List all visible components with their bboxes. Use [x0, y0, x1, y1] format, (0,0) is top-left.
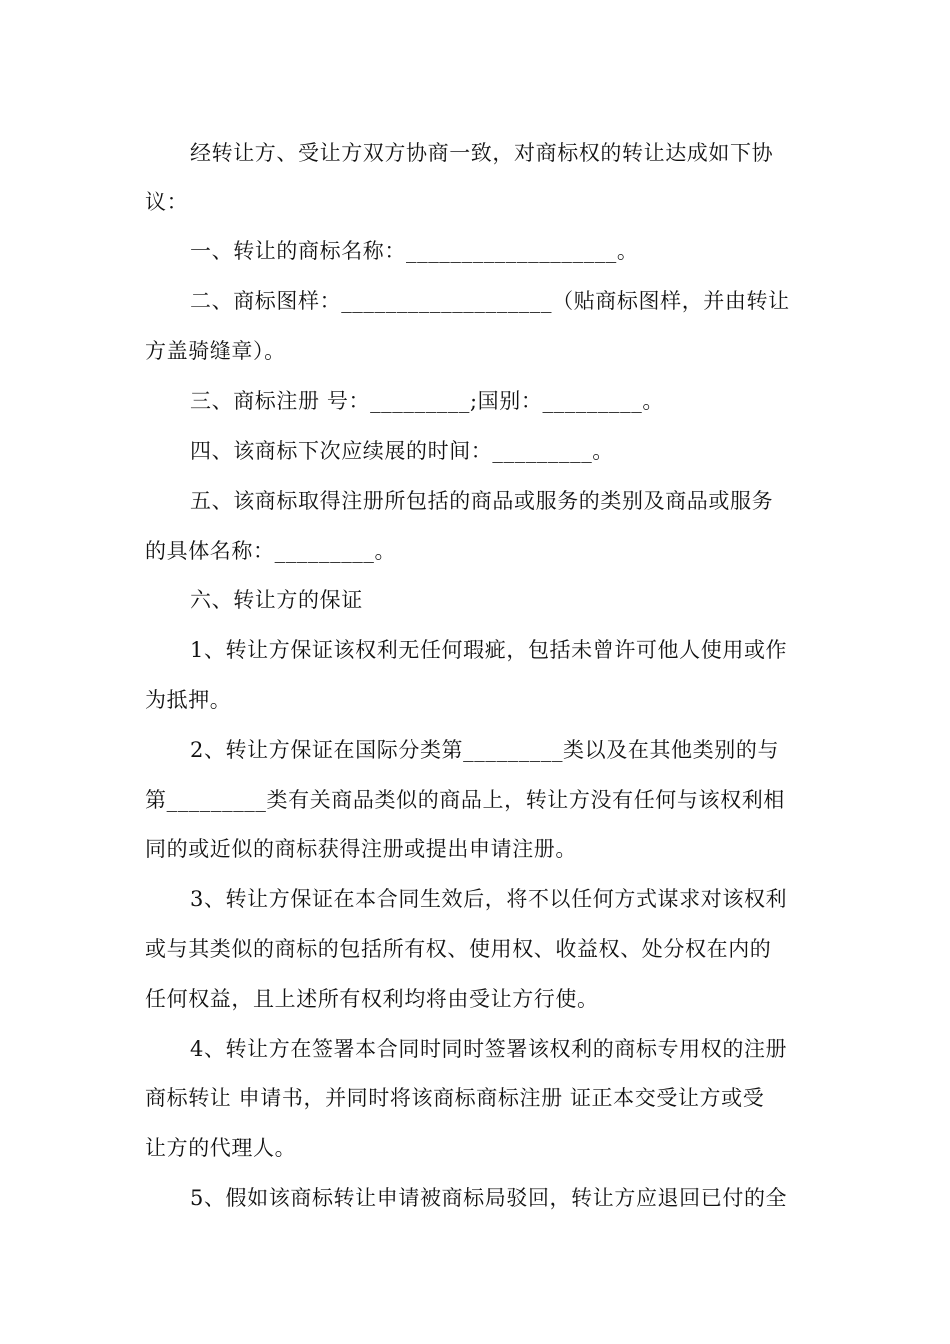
guarantee-2-line-3: 同的或近似的商标获得注册或提出申请注册。: [145, 837, 577, 861]
paragraph-intro-line-1: 经转让方、受让方双方协商一致，对商标权的转让达成如下协: [190, 141, 774, 165]
clause-1-trademark-name: 一、转让的商标名称：___________________。: [190, 239, 639, 263]
clause-4-renewal-time: 四、该商标下次应续展的时间：_________。: [190, 439, 614, 463]
clause-3-registration-number: 三、商标注册 号：_________;国别：_________。: [190, 389, 664, 413]
guarantee-1-line-2: 为抵押。: [145, 688, 232, 712]
guarantee-4-line-3: 让方的代理人。: [145, 1136, 297, 1160]
guarantee-4-line-1: 4、转让方在签署本合同时同时签署该权利的商标专用权的注册: [190, 1037, 788, 1061]
guarantee-3-line-3: 任何权益，且上述所有权利均将由受让方行使。: [145, 987, 599, 1011]
guarantee-3-line-2: 或与其类似的商标的包括所有权、使用权、收益权、处分权在内的: [145, 937, 772, 961]
guarantee-5-line-1: 5、假如该商标转让申请被商标局驳回，转让方应退回已付的全: [190, 1186, 788, 1210]
clause-6-heading: 六、转让方的保证: [190, 588, 363, 612]
paragraph-intro-line-2: 议：: [145, 190, 189, 214]
guarantee-3-line-1: 3、转让方保证在本合同生效后，将不以任何方式谋求对该权利: [190, 887, 788, 911]
clause-5-goods-services-line-2: 的具体名称：_________。: [145, 539, 397, 563]
guarantee-2-line-1: 2、转让方保证在国际分类第_________类以及在其他类别的与: [190, 738, 780, 762]
clause-2-trademark-sample-line-2: 方盖骑缝章）。: [145, 339, 286, 363]
clause-2-trademark-sample-line-1: 二、商标图样：___________________（贴商标图样，并由转让: [190, 289, 790, 313]
guarantee-2-line-2: 第_________类有关商品类似的商品上，转让方没有任何与该权利相: [145, 788, 785, 812]
guarantee-1-line-1: 1、转让方保证该权利无任何瑕疵，包括未曾许可他人使用或作: [190, 638, 788, 662]
clause-5-goods-services-line-1: 五、该商标取得注册所包括的商品或服务的类别及商品或服务: [190, 489, 774, 513]
guarantee-4-line-2: 商标转让 申请书，并同时将该商标商标注册 证正本交受让方或受: [145, 1086, 765, 1110]
